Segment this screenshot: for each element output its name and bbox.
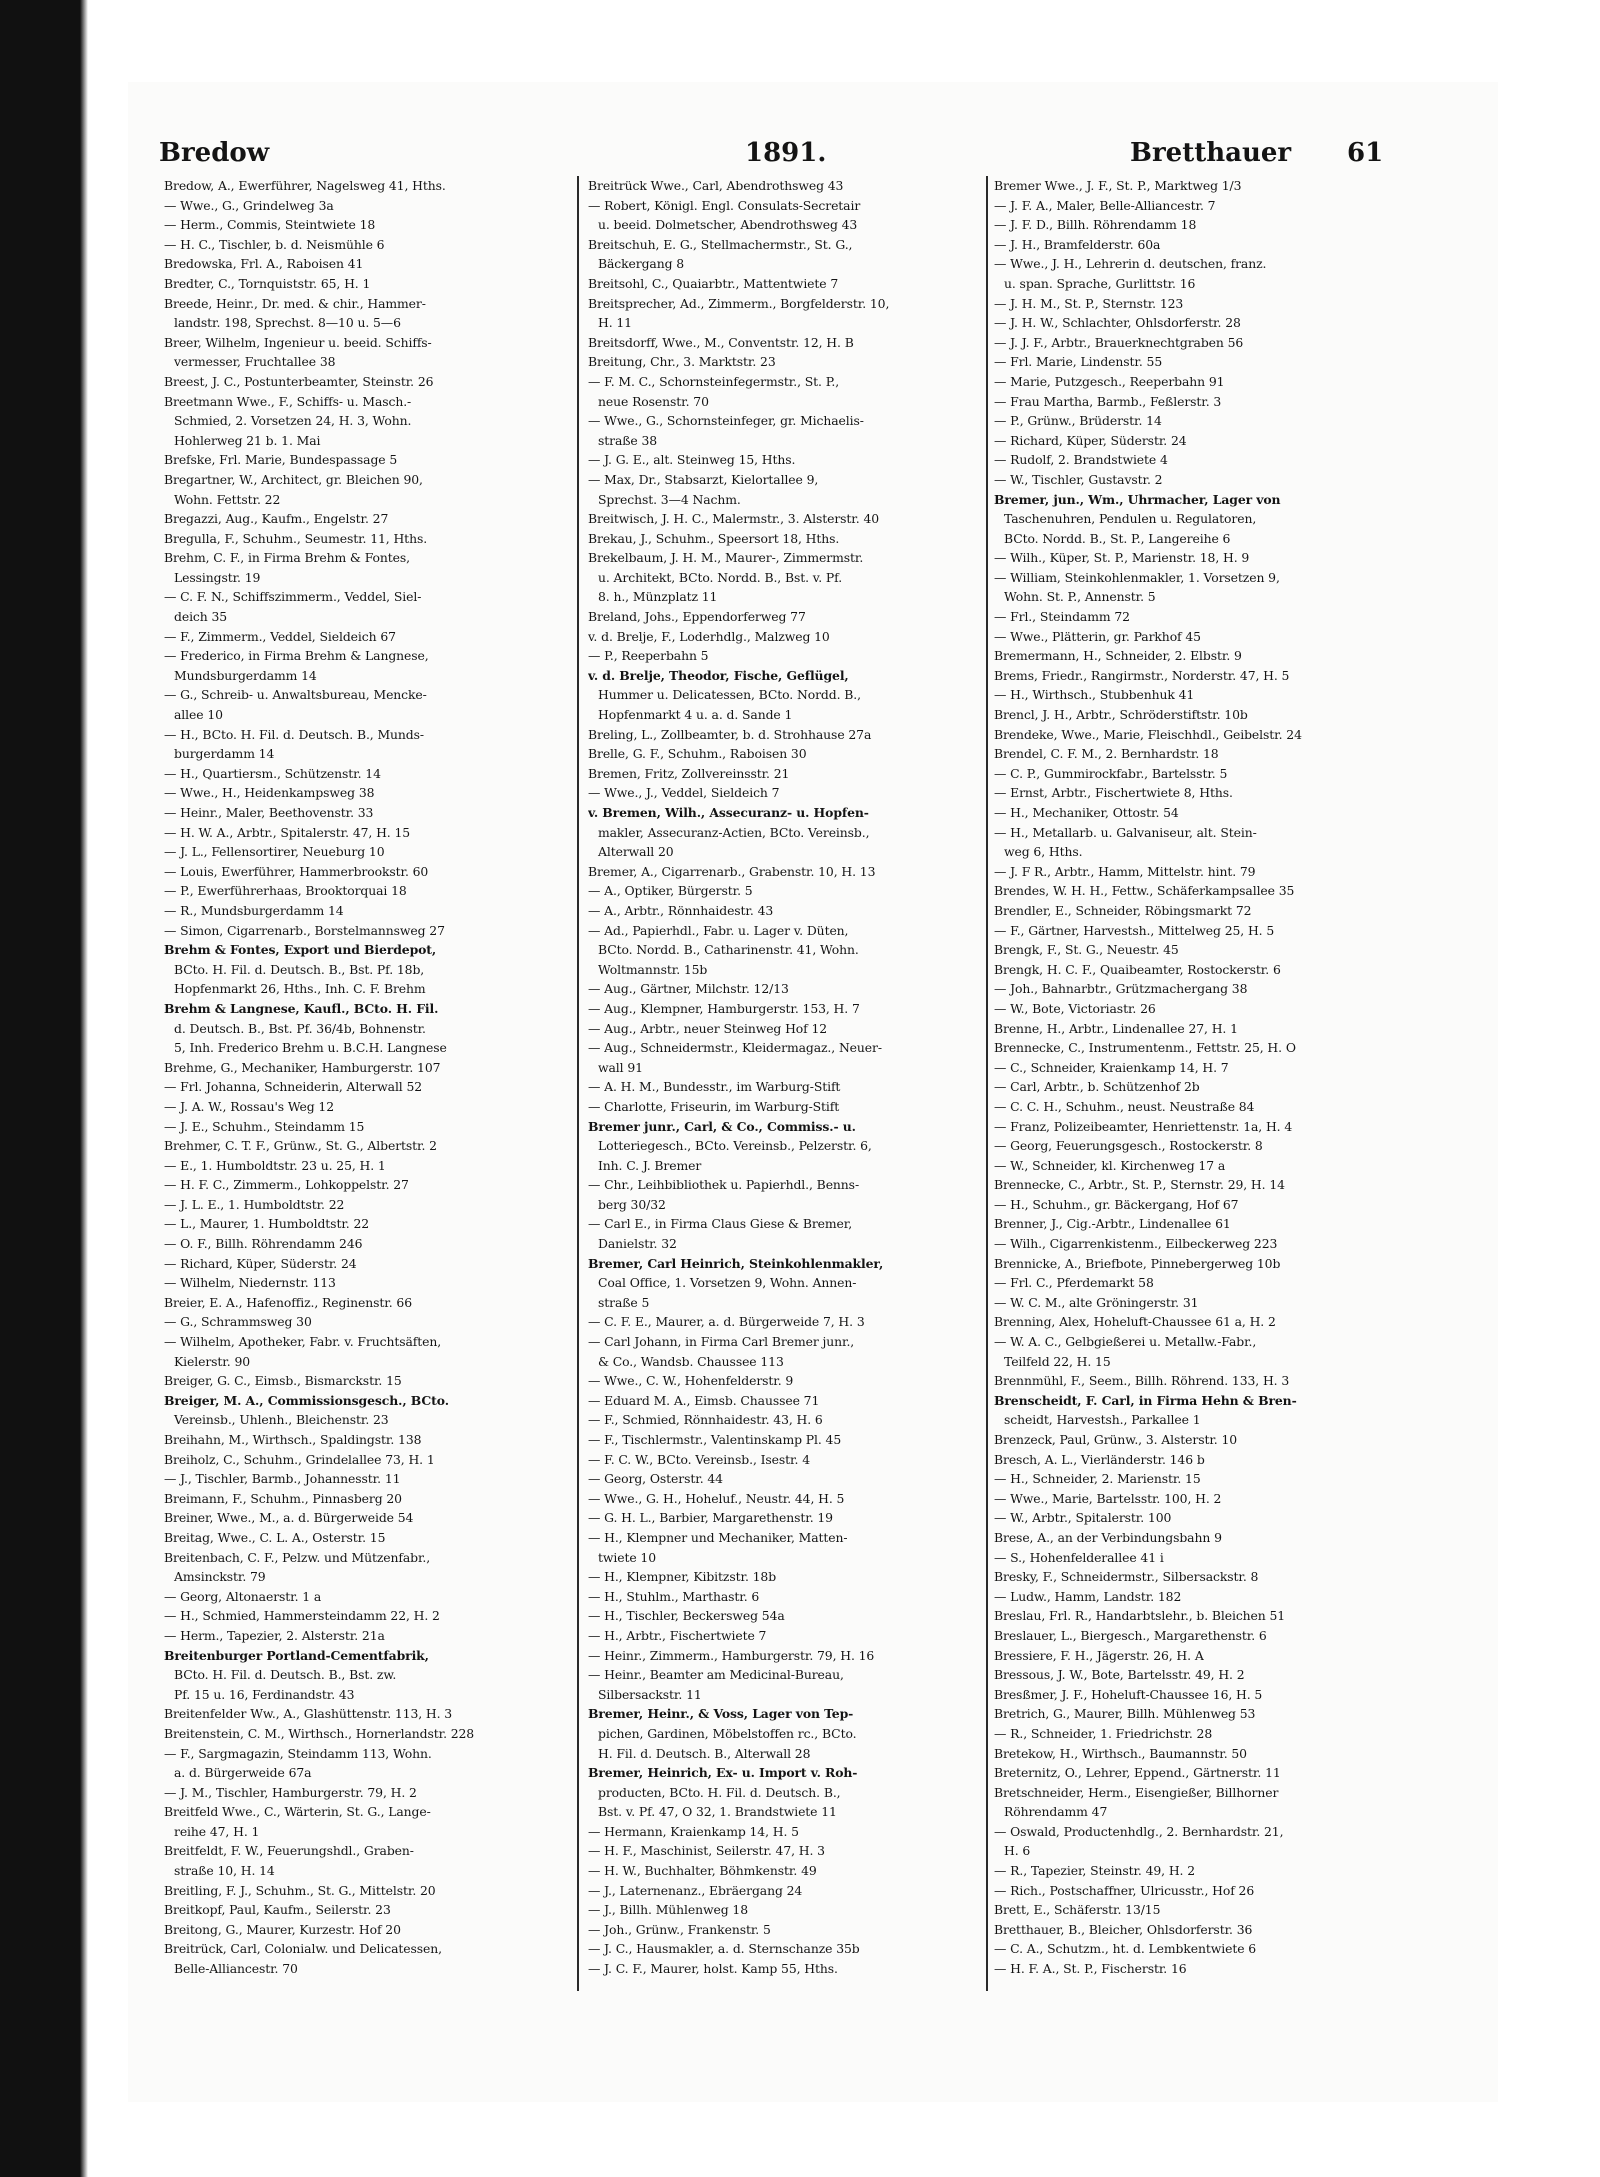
directory-entry: Breitwisch, J. H. C., Malermstr., 3. Alsterstr. 40 <box>588 511 880 527</box>
directory-entry: — F., Gärtner, Harvestsh., Mittelweg 25, H. 5 <box>994 922 1275 938</box>
directory-entry: — J., Tischler, Barmb., Johannesstr. 11 <box>164 1471 401 1487</box>
directory-entry: Breede, Heinr., Dr. med. & chir., Hammer- <box>164 295 426 311</box>
directory-entry: Schmied, 2. Vorsetzen 24, H. 3, Wohn. <box>174 413 412 429</box>
directory-entry: Brehme, G., Mechaniker, Hamburgerstr. 107 <box>164 1059 441 1075</box>
directory-entry: — Eduard M. A., Eimsb. Chaussee 71 <box>588 1392 820 1408</box>
directory-entry: — Frau Martha, Barmb., Feßlerstr. 3 <box>994 393 1222 409</box>
directory-entry: — C. P., Gummirockfabr., Bartelsstr. 5 <box>994 765 1228 781</box>
directory-entry: berg 30/32 <box>598 1196 666 1212</box>
directory-entry: v. Bremen, Wilh., Assecuranz- u. Hopfen- <box>588 805 869 820</box>
directory-entry: — A., Optiker, Bürgerstr. 5 <box>588 883 753 899</box>
directory-entry: Pf. 15 u. 16, Ferdinandstr. 43 <box>174 1686 355 1702</box>
directory-entry: — Aug., Klempner, Hamburgerstr. 153, H. 7 <box>588 1000 860 1016</box>
directory-entry: — J. H. M., St. P., Sternstr. 123 <box>994 295 1184 311</box>
directory-entry: Hohlerweg 21 b. 1. Mai <box>174 432 321 448</box>
directory-entry: Brekelbaum, J. H. M., Maurer-, Zimmermstr. <box>588 550 864 566</box>
directory-entry: 8. h., Münzplatz 11 <box>598 589 718 605</box>
directory-entry: — Wwe., H., Heidenkampsweg 38 <box>164 785 375 801</box>
directory-entry: Bremen, Fritz, Zollvereinsstr. 21 <box>588 765 790 781</box>
directory-entry: — E., 1. Humboldtstr. 23 u. 25, H. 1 <box>164 1157 386 1173</box>
directory-entry: Brenne, H., Arbtr., Lindenallee 27, H. 1 <box>994 1020 1238 1036</box>
directory-entry: — Charlotte, Friseurin, im Warburg-Stift <box>588 1098 840 1114</box>
directory-entry: — W., Bote, Victoriastr. 26 <box>994 1000 1156 1016</box>
directory-entry: — J. G. E., alt. Steinweg 15, Hths. <box>588 452 796 468</box>
directory-entry: — Carl, Arbtr., b. Schützenhof 2b <box>994 1079 1200 1095</box>
directory-entry: Breitsprecher, Ad., Zimmerm., Borgfelderstr. 10, <box>588 295 890 311</box>
directory-entry: BCto. H. Fil. d. Deutsch. B., Bst. zw. <box>174 1667 397 1683</box>
directory-entry: — J. L., Fellensortirer, Neueburg 10 <box>164 844 385 860</box>
directory-entry: Breitkopf, Paul, Kaufm., Seilerstr. 23 <box>164 1902 391 1918</box>
directory-entry: — F., Sargmagazin, Steindamm 113, Wohn. <box>164 1745 432 1761</box>
directory-entry: twiete 10 <box>598 1549 656 1565</box>
directory-entry: Breiger, G. C., Eimsb., Bismarckstr. 15 <box>164 1373 402 1389</box>
directory-entry: — Oswald, Productenhdlg., 2. Bernhardstr. 21, <box>994 1823 1284 1839</box>
directory-entry: Breiner, Wwe., M., a. d. Bürgerweide 54 <box>164 1510 414 1526</box>
directory-entry: — Wwe., G., Grindelweg 3a <box>164 197 334 213</box>
directory-entry: Bregartner, W., Architect, gr. Bleichen 90, <box>164 471 423 487</box>
directory-entry: Bst. v. Pf. 47, O 32, 1. Brandstwiete 11 <box>598 1804 837 1820</box>
directory-entry: Breitsdorff, Wwe., M., Conventstr. 12, H. B <box>588 334 854 350</box>
directory-entry: Sprechst. 3—4 Nachm. <box>598 491 741 507</box>
directory-entry: — Ludw., Hamm, Landstr. 182 <box>994 1588 1182 1604</box>
directory-entry: — R., Mundsburgerdamm 14 <box>164 902 344 918</box>
directory-entry: — H., Arbtr., Fischertwiete 7 <box>588 1627 767 1643</box>
directory-entry: — Heinr., Maler, Beethovenstr. 33 <box>164 805 374 820</box>
directory-entry: — H. F., Maschinist, Seilerstr. 47, H. 3 <box>588 1843 825 1859</box>
directory-entry: Bremer, Heinr., & Voss, Lager von Tep- <box>588 1706 854 1722</box>
directory-entry: Bretschneider, Herm., Eisengießer, Billhorner <box>994 1784 1279 1800</box>
directory-entry: — Wwe., Marie, Bartelsstr. 100, H. 2 <box>994 1490 1222 1506</box>
directory-entry: — J. F. A., Maler, Belle-Alliancestr. 7 <box>994 197 1216 213</box>
directory-entry: — G., Schrammsweg 30 <box>164 1314 312 1330</box>
directory-entry: Breternitz, O., Lehrer, Eppend., Gärtnerstr. 11 <box>994 1765 1281 1781</box>
directory-entry: — H., Klempner und Mechaniker, Matten- <box>588 1529 848 1545</box>
directory-entry: — O. F., Billh. Röhrendamm 246 <box>164 1236 363 1252</box>
directory-entry: d. Deutsch. B., Bst. Pf. 36/4b, Bohnenstr. <box>174 1020 426 1036</box>
directory-entry: — Wwe., J., Veddel, Sieldeich 7 <box>588 785 780 801</box>
directory-entry: — H., BCto. H. Fil. d. Deutsch. B., Munds- <box>164 726 424 742</box>
directory-entry: — Aug., Schneidermstr., Kleidermagaz., Neuer- <box>588 1040 882 1056</box>
directory-entry: Brendeke, Wwe., Marie, Fleischhdl., Geibelstr. 24 <box>994 726 1302 742</box>
directory-entry: Brehmer, C. T. F., Grünw., St. G., Albertstr. 2 <box>164 1138 437 1154</box>
directory-entry: Brems, Friedr., Rangirmstr., Norderstr. 47, H. 5 <box>994 667 1290 683</box>
directory-entry: Bremer junr., Carl, & Co., Commiss.- u. <box>588 1118 856 1134</box>
directory-entry: Kielerstr. 90 <box>174 1353 251 1369</box>
directory-entry: Brenner, J., Cig.-Arbtr., Lindenallee 61 <box>994 1216 1231 1232</box>
directory-entry: — Joh., Bahnarbtr., Grützmachergang 38 <box>994 981 1248 997</box>
directory-entry: Brenzeck, Paul, Grünw., 3. Alsterstr. 10 <box>994 1432 1238 1447</box>
directory-entry: — A. H. M., Bundesstr., im Warburg-Stift <box>588 1079 841 1095</box>
directory-entry: Bretrich, G., Maurer, Billh. Mühlenweg 53 <box>994 1706 1256 1722</box>
column-3 <box>994 176 1390 1991</box>
directory-entry: — Richard, Küper, Süderstr. 24 <box>994 432 1187 448</box>
directory-entry: Breitschuh, E. G., Stellmachermstr., St. G., <box>588 236 853 252</box>
directory-entry: Bretekow, H., Wirthsch., Baumannstr. 50 <box>994 1745 1247 1761</box>
directory-entry: — H. F. C., Zimmerm., Lohkoppelstr. 27 <box>164 1177 409 1193</box>
directory-entry: — Georg, Altonaerstr. 1 a <box>164 1588 322 1604</box>
directory-entry: Breitrück Wwe., Carl, Abendrothsweg 43 <box>588 178 844 193</box>
directory-entry: Brenscheidt, F. Carl, in Firma Hehn & Bren- <box>994 1392 1297 1408</box>
directory-entry: — H., Wirthsch., Stubbenhuk 41 <box>994 687 1195 703</box>
directory-entry: — H., Quartiersm., Schützenstr. 14 <box>164 765 381 781</box>
directory-entry: — C. F. N., Schiffszimmerm., Veddel, Siel- <box>164 589 422 605</box>
directory-entry: — H. W., Buchhalter, Böhmkenstr. 49 <box>588 1863 817 1879</box>
directory-entry: — Richard, Küper, Süderstr. 24 <box>164 1255 357 1271</box>
directory-entry: — H., Metallarb. u. Galvaniseur, alt. Stein- <box>994 824 1257 840</box>
directory-entry: Inh. C. J. Bremer <box>598 1157 702 1173</box>
directory-entry: — F., Schmied, Rönnhaidestr. 43, H. 6 <box>588 1412 823 1428</box>
directory-entry: — Wilhelm, Apotheker, Fabr. v. Fruchtsäften, <box>164 1334 442 1350</box>
directory-entry: — J. C., Hausmakler, a. d. Sternschanze 35b <box>588 1941 860 1957</box>
directory-entry: Alterwall 20 <box>598 844 674 860</box>
directory-entry: a. d. Bürgerweide 67a <box>174 1765 312 1781</box>
directory-entry: — J. M., Tischler, Hamburgerstr. 79, H. 2 <box>164 1784 417 1800</box>
directory-entry: — Frl. C., Pferdemarkt 58 <box>994 1275 1154 1291</box>
directory-entry: — Heinr., Beamter am Medicinal-Bureau, <box>588 1667 844 1683</box>
directory-entry: H. 6 <box>1004 1843 1031 1859</box>
directory-entry: Wohn. St. P., Annenstr. 5 <box>1004 589 1156 605</box>
directory-entry: — Heinr., Zimmerm., Hamburgerstr. 79, H. 16 <box>588 1647 875 1663</box>
directory-entry: — Frederico, in Firma Brehm & Langnese, <box>164 648 429 664</box>
directory-entry: Hummer u. Delicatessen, BCto. Nordd. B., <box>598 687 861 703</box>
directory-entry: — S., Hohenfelderallee 41 i <box>994 1549 1164 1565</box>
directory-entry: Brelle, G. F., Schuhm., Raboisen 30 <box>588 746 807 762</box>
directory-entry: Teilfeld 22, H. 15 <box>1004 1353 1111 1369</box>
directory-entry: Taschenuhren, Pendulen u. Regulatoren, <box>1004 511 1257 527</box>
directory-entry: — C., Schneider, Kraienkamp 14, H. 7 <box>994 1059 1229 1075</box>
directory-entry: pichen, Gardinen, Möbelstoffen rc., BCto. <box>598 1725 857 1741</box>
directory-entry: Brengk, F., St. G., Neuestr. 45 <box>994 942 1179 958</box>
directory-entry: Breitung, Chr., 3. Marktstr. 23 <box>588 354 776 370</box>
directory-entry: Breitag, Wwe., C. L. A., Osterstr. 15 <box>164 1529 386 1545</box>
directory-entry: Breslauer, L., Biergesch., Margarethenstr. 6 <box>994 1627 1267 1643</box>
directory-entry: — J. F R., Arbtr., Hamm, Mittelstr. hint. 79 <box>994 863 1256 879</box>
directory-entry: Breiholz, C., Schuhm., Grindelallee 73, H. 1 <box>164 1451 435 1467</box>
directory-entry: Breling, L., Zollbeamter, b. d. Strohhause 27a <box>588 726 872 742</box>
directory-entry: Breitenbach, C. F., Pelzw. und Mützenfabr., <box>164 1549 431 1565</box>
directory-entry: — R., Tapezier, Steinstr. 49, H. 2 <box>994 1863 1196 1879</box>
directory-entry: landstr. 198, Sprechst. 8—10 u. 5—6 <box>174 315 401 331</box>
directory-entry: Breiger, M. A., Commissionsgesch., BCto. <box>164 1392 449 1408</box>
directory-entry: Breitsohl, C., Quaiarbtr., Mattentwiete 7 <box>588 275 839 291</box>
directory-entry: Bremer Wwe., J. F., St. P., Marktweg 1/3 <box>994 178 1242 193</box>
directory-entry: Mundsburgerdamm 14 <box>174 667 317 683</box>
directory-entry: — W., Arbtr., Spitalerstr. 100 <box>994 1510 1172 1526</box>
directory-entry: — J. A. W., Rossau's Weg 12 <box>164 1098 334 1114</box>
directory-entry: H. Fil. d. Deutsch. B., Alterwall 28 <box>598 1745 811 1761</box>
directory-entry: Bremer, Carl Heinrich, Steinkohlenmakler, <box>588 1255 884 1271</box>
directory-entry: u. Architekt, BCto. Nordd. B., Bst. v. Pf. <box>598 569 843 585</box>
directory-entry: — Frl. Marie, Lindenstr. 55 <box>994 354 1163 370</box>
directory-entry: — G., Schreib- u. Anwaltsbureau, Mencke- <box>164 687 427 703</box>
directory-entry: wall 91 <box>598 1059 643 1075</box>
directory-entry: — H., Schuhm., gr. Bäckergang, Hof 67 <box>994 1196 1239 1212</box>
directory-entry: — Wwe., J. H., Lehrerin d. deutschen, franz. <box>994 256 1267 272</box>
directory-entry: — J. C. F., Maurer, holst. Kamp 55, Hths. <box>588 1961 838 1977</box>
directory-entry: Bremermann, H., Schneider, 2. Elbstr. 9 <box>994 648 1242 664</box>
directory-entry: — Max, Dr., Stabsarzt, Kielortallee 9, <box>588 471 819 487</box>
directory-entry: Brencl, J. H., Arbtr., Schröderstiftstr. 10b <box>994 707 1248 723</box>
directory-entry: Breitling, F. J., Schuhm., St. G., Mittelstr. 20 <box>164 1882 436 1898</box>
directory-entry: BCto. H. Fil. d. Deutsch. B., Bst. Pf. 18b, <box>174 961 425 977</box>
directory-entry: Hopfenmarkt 26, Hths., Inh. C. F. Brehm <box>174 981 426 997</box>
directory-entry: Bäckergang 8 <box>598 256 685 272</box>
directory-entry: — P., Reeperbahn 5 <box>588 648 709 664</box>
directory-entry: Brennecke, C., Arbtr., St. P., Sternstr. 29, H. 14 <box>994 1177 1285 1193</box>
directory-entry: — W. C. M., alte Gröningerstr. 31 <box>994 1294 1199 1310</box>
directory-entry: — Aug., Arbtr., neuer Steinweg Hof 12 <box>588 1020 828 1036</box>
directory-entry: — Aug., Gärtner, Milchstr. 12/13 <box>588 981 789 997</box>
directory-entry: Breest, J. C., Postunterbeamter, Steinstr. 26 <box>164 373 434 389</box>
directory-entry: — F. C. W., BCto. Vereinsb., Isestr. 4 <box>588 1451 810 1467</box>
directory-entry: — Franz, Polizeibeamter, Henriettenstr. 1a, H. 4 <box>994 1118 1293 1134</box>
directory-entry: Breier, E. A., Hafenoffiz., Reginenstr. 66 <box>164 1294 413 1310</box>
directory-entry: Breitfeldt, F. W., Feuerungshdl., Graben- <box>164 1843 414 1859</box>
column-2 <box>588 176 984 1991</box>
directory-entry: — Hermann, Kraienkamp 14, H. 5 <box>588 1823 799 1839</box>
directory-entry: — H., Tischler, Beckersweg 54a <box>588 1608 785 1624</box>
directory-entry: — C. F. E., Maurer, a. d. Bürgerweide 7, H. 3 <box>588 1314 865 1330</box>
directory-entry: Röhrendamm 47 <box>1004 1804 1108 1820</box>
directory-entry: Coal Office, 1. Vorsetzen 9, Wohn. Annen- <box>598 1275 857 1291</box>
directory-entry: makler, Assecuranz-Actien, BCto. Vereinsb., <box>598 824 870 840</box>
directory-entry: — F., Zimmerm., Veddel, Sieldeich 67 <box>164 628 396 644</box>
directory-entry: — H., Schneider, 2. Marienstr. 15 <box>994 1471 1201 1487</box>
directory-entry: Wohn. Fettstr. 22 <box>174 491 281 507</box>
directory-entry: Breitenburger Portland-Cementfabrik, <box>164 1647 429 1663</box>
directory-entry: Brennmühl, F., Seem., Billh. Röhrend. 133, H. 3 <box>994 1373 1290 1389</box>
directory-entry: scheidt, Harvestsh., Parkallee 1 <box>1004 1412 1201 1428</box>
directory-entry: Bretthauer, B., Bleicher, Ohlsdorferstr. 36 <box>994 1921 1253 1937</box>
directory-entry: Brenning, Alex, Hoheluft-Chaussee 61 a, H. 2 <box>994 1314 1276 1330</box>
directory-entry: BCto. Nordd. B., Catharinenstr. 41, Wohn. <box>598 942 859 958</box>
directory-entry: — Frl., Steindamm 72 <box>994 609 1130 625</box>
directory-entry: Brehm, C. F., in Firma Brehm & Fontes, <box>164 550 410 566</box>
directory-entry: — H., Schmied, Hammersteindamm 22, H. 2 <box>164 1608 440 1624</box>
directory-entry: — J. F. D., Billh. Röhrendamm 18 <box>994 217 1197 233</box>
directory-entry: — Wilhelm, Niedernstr. 113 <box>164 1275 336 1291</box>
directory-entry: Breitrück, Carl, Colonialw. und Delicatessen, <box>164 1941 442 1957</box>
directory-entry: Breitenfelder Ww., A., Glashüttenstr. 113, H. 3 <box>164 1706 453 1722</box>
directory-entry: Brehm & Fontes, Export und Bierdepot, <box>164 942 437 958</box>
directory-entry: — H. C., Tischler, b. d. Neismühle 6 <box>164 236 385 252</box>
directory-entry: Hopfenmarkt 4 u. a. d. Sande 1 <box>598 707 793 723</box>
directory-entry: Amsinckstr. 79 <box>174 1569 266 1585</box>
directory-columns <box>164 176 1378 1991</box>
directory-entry: Silbersackstr. 11 <box>598 1686 702 1702</box>
directory-entry: Brendel, C. F. M., 2. Bernhardstr. 18 <box>994 746 1219 762</box>
directory-entry: — W., Schneider, kl. Kirchenweg 17 a <box>994 1157 1226 1173</box>
directory-entry: Danielstr. 32 <box>598 1236 677 1252</box>
directory-entry: Bressous, J. W., Bote, Bartelsstr. 49, H. 2 <box>994 1667 1245 1683</box>
directory-entry: — P., Ewerführerhaas, Brooktorquai 18 <box>164 883 407 899</box>
directory-entry: u. beeid. Dolmetscher, Abendrothsweg 43 <box>598 217 858 233</box>
directory-entry: & Co., Wandsb. Chaussee 113 <box>598 1353 784 1369</box>
directory-entry: — Rich., Postschaffner, Ulricusstr., Hof 26 <box>994 1882 1255 1898</box>
directory-entry: Bresch, A. L., Vierländerstr. 146 b <box>994 1451 1205 1467</box>
directory-entry: Bresßmer, J. F., Hoheluft-Chaussee 16, H. 5 <box>994 1686 1263 1702</box>
directory-entry: Brekau, J., Schuhm., Speersort 18, Hths. <box>588 530 840 546</box>
directory-entry: — William, Steinkohlenmakler, 1. Vorsetzen 9, <box>994 569 1280 585</box>
directory-entry: v. d. Brelje, Theodor, Fische, Geflügel, <box>588 667 849 683</box>
directory-entry: Belle-Alliancestr. 70 <box>174 1961 298 1977</box>
directory-entry: — Herm., Commis, Steintwiete 18 <box>164 217 376 233</box>
directory-entry: Breimann, F., Schuhm., Pinnasberg 20 <box>164 1490 402 1506</box>
directory-entry: — Frl. Johanna, Schneiderin, Alterwall 52 <box>164 1079 423 1095</box>
directory-entry: — W. A. C., Gelbgießerei u. Metallw.-Fabr., <box>994 1334 1257 1350</box>
directory-entry: — Carl Johann, in Firma Carl Bremer junr., <box>588 1334 855 1350</box>
directory-entry: — Wilh., Küper, St. P., Marienstr. 18, H. 9 <box>994 550 1250 566</box>
directory-entry: — J., Laternenanz., Ebräergang 24 <box>588 1882 803 1898</box>
scan-dark-edge <box>0 0 88 2177</box>
directory-entry: — J. H., Bramfelderstr. 60a <box>994 236 1161 252</box>
directory-entry: Brefske, Frl. Marie, Bundespassage 5 <box>164 452 398 468</box>
directory-entry: — Wwe., G. H., Hoheluf., Neustr. 44, H. 5 <box>588 1490 845 1506</box>
directory-entry: — Rudolf, 2. Brandstwiete 4 <box>994 452 1168 468</box>
directory-entry: — H., Klempner, Kibitzstr. 18b <box>588 1569 777 1585</box>
directory-entry: — H., Mechaniker, Ottostr. 54 <box>994 805 1179 820</box>
directory-entry: — P., Grünw., Brüderstr. 14 <box>994 413 1162 429</box>
directory-entry: — Ad., Papierhdl., Fabr. u. Lager v. Düten, <box>588 922 849 938</box>
directory-entry: Bremer, jun., Wm., Uhrmacher, Lager von <box>994 491 1281 507</box>
directory-entry: Breer, Wilhelm, Ingenieur u. beeid. Schiffs- <box>164 334 432 350</box>
directory-entry: Woltmannstr. 15b <box>598 961 708 977</box>
directory-entry: Brese, A., an der Verbindungsbahn 9 <box>994 1529 1222 1545</box>
directory-entry: — Georg, Osterstr. 44 <box>588 1471 723 1487</box>
directory-entry: — R., Schneider, 1. Friedrichstr. 28 <box>994 1725 1213 1741</box>
directory-entry: Brehm & Langnese, Kaufl., BCto. H. Fil. <box>164 1000 439 1016</box>
directory-entry: Brett, E., Schäferstr. 13/15 <box>994 1902 1161 1918</box>
directory-entry: — Carl E., in Firma Claus Giese & Bremer, <box>588 1216 853 1232</box>
directory-entry: — Simon, Cigarrenarb., Borstelmannsweg 27 <box>164 922 445 938</box>
directory-entry: — J. J. F., Arbtr., Brauerknechtgraben 56 <box>994 334 1244 350</box>
directory-entry: — Chr., Leihbibliothek u. Papierhdl., Benns- <box>588 1177 860 1193</box>
directory-entry: — H., Stuhlm., Marthastr. 6 <box>588 1588 760 1604</box>
directory-entry: — W., Tischler, Gustavstr. 2 <box>994 471 1163 487</box>
directory-entry: — Robert, Königl. Engl. Consulats-Secretair <box>588 197 861 213</box>
directory-entry: Breihahn, M., Wirthsch., Spaldingstr. 138 <box>164 1432 422 1447</box>
directory-entry: Bremer, A., Cigarrenarb., Grabenstr. 10, H. 13 <box>588 863 876 879</box>
directory-entry: — Wwe., Plätterin, gr. Parkhof 45 <box>994 628 1201 644</box>
directory-entry: allee 10 <box>174 707 223 723</box>
directory-entry: — Georg, Feuerungsgesch., Rostockerstr. 8 <box>994 1138 1263 1154</box>
directory-entry: Breslau, Frl. R., Handarbtslehr., b. Bleichen 51 <box>994 1608 1286 1624</box>
directory-entry: burgerdamm 14 <box>174 746 275 762</box>
directory-entry: Lotteriegesch., BCto. Vereinsb., Pelzerstr. 6, <box>598 1138 872 1154</box>
directory-entry: Vereinsb., Uhlenh., Bleichenstr. 23 <box>174 1412 389 1428</box>
directory-entry: — Wwe., G., Schornsteinfeger, gr. Michaelis- <box>588 413 864 429</box>
directory-entry: — G. H. L., Barbier, Margarethenstr. 19 <box>588 1510 833 1526</box>
directory-entry: Bredter, C., Tornquiststr. 65, H. 1 <box>164 275 371 291</box>
directory-entry: Brennicke, A., Briefbote, Pinnebergerweg 10b <box>994 1255 1281 1271</box>
directory-entry: Lessingstr. 19 <box>174 569 261 585</box>
directory-entry: — J. E., Schuhm., Steindamm 15 <box>164 1118 365 1134</box>
directory-entry: producten, BCto. H. Fil. d. Deutsch. B., <box>598 1784 841 1800</box>
directory-entry: straße 5 <box>598 1294 650 1310</box>
directory-entry: Breland, Johs., Eppendorferweg 77 <box>588 609 806 625</box>
directory-entry: — F. M. C., Schornsteinfegermstr., St. P., <box>588 373 840 389</box>
directory-entry: vermesser, Fruchtallee 38 <box>174 354 336 370</box>
header-first-entry: Bredow <box>159 138 270 168</box>
column-1 <box>164 176 560 1991</box>
directory-entry: Bregulla, F., Schuhm., Seumestr. 11, Hths. <box>164 530 428 546</box>
directory-entry: — Wwe., C. W., Hohenfelderstr. 9 <box>588 1373 794 1389</box>
directory-entry: v. d. Brelje, F., Loderhdlg., Malzweg 10 <box>588 628 830 644</box>
directory-entry: Breetmann Wwe., F., Schiffs- u. Masch.- <box>164 393 412 409</box>
directory-entry: — C. A., Schutzm., ht. d. Lembkentwiete 6 <box>994 1941 1257 1957</box>
directory-entry: — F., Tischlermstr., Valentinskamp Pl. 45 <box>588 1432 842 1447</box>
page-number: 61 <box>1347 138 1384 168</box>
directory-entry: BCto. Nordd. B., St. P., Langereihe 6 <box>1004 530 1231 546</box>
directory-entry: Bresky, F., Schneidermstr., Silbersackstr. 8 <box>994 1569 1259 1585</box>
directory-entry: Bredowska, Frl. A., Raboisen 41 <box>164 256 364 272</box>
directory-entry: — Louis, Ewerführer, Hammerbrookstr. 60 <box>164 863 429 879</box>
directory-entry: H. 11 <box>598 315 632 331</box>
directory-entry: Breitfeld Wwe., C., Wärterin, St. G., Lange- <box>164 1804 431 1820</box>
directory-entry: Brendes, W. H. H., Fettw., Schäferkampsallee 35 <box>994 883 1295 899</box>
directory-entry: — J., Billh. Mühlenweg 18 <box>588 1902 748 1918</box>
directory-entry: — Ernst, Arbtr., Fischertwiete 8, Hths. <box>994 785 1233 801</box>
directory-entry: Bredow, A., Ewerführer, Nagelsweg 41, Hths. <box>164 178 446 193</box>
directory-entry: Bremer, Heinrich, Ex- u. Import v. Roh- <box>588 1765 858 1781</box>
directory-entry: Breitong, G., Maurer, Kurzestr. Hof 20 <box>164 1921 401 1937</box>
directory-entry: — A., Arbtr., Rönnhaidestr. 43 <box>588 902 774 918</box>
directory-entry: — C. C. H., Schuhm., neust. Neustraße 84 <box>994 1098 1255 1114</box>
directory-entry: — J. L. E., 1. Humboldtstr. 22 <box>164 1196 345 1212</box>
directory-entry: — L., Maurer, 1. Humboldtstr. 22 <box>164 1216 370 1232</box>
directory-entry: straße 38 <box>598 432 658 448</box>
directory-entry: weg 6, Hths. <box>1004 844 1083 860</box>
directory-entry: u. span. Sprache, Gurlittstr. 16 <box>1004 275 1196 291</box>
directory-entry: Bregazzi, Aug., Kaufm., Engelstr. 27 <box>164 511 389 527</box>
header-last-entry: Bretthauer <box>1130 138 1292 168</box>
header-year: 1891. <box>745 138 827 168</box>
directory-entry: Breitenstein, C. M., Wirthsch., Hornerlandstr. 228 <box>164 1725 475 1741</box>
directory-entry: Bressiere, F. H., Jägerstr. 26, H. A <box>994 1647 1204 1663</box>
directory-entry: Brengk, H. C. F., Quaibeamter, Rostockerstr. 6 <box>994 961 1281 977</box>
directory-entry: Brennecke, C., Instrumentenm., Fettstr. 25, H. O <box>994 1040 1296 1056</box>
directory-entry: — Joh., Grünw., Frankenstr. 5 <box>588 1921 771 1937</box>
directory-entry: — Marie, Putzgesch., Reeperbahn 91 <box>994 373 1225 389</box>
directory-entry: — H. W. A., Arbtr., Spitalerstr. 47, H. 15 <box>164 824 411 840</box>
directory-entry: reihe 47, H. 1 <box>174 1823 260 1839</box>
directory-entry: deich 35 <box>174 609 228 625</box>
directory-entry: Brendler, E., Schneider, Röbingsmarkt 72 <box>994 902 1252 918</box>
directory-entry: straße 10, H. 14 <box>174 1863 275 1879</box>
directory-entry: — Herm., Tapezier, 2. Alsterstr. 21a <box>164 1627 385 1643</box>
directory-entry: — H. F. A., St. P., Fischerstr. 16 <box>994 1961 1187 1977</box>
directory-entry: — Wilh., Cigarrenkistenm., Eilbeckerweg 223 <box>994 1236 1278 1252</box>
directory-entry: — J. H. W., Schlachter, Ohlsdorferstr. 28 <box>994 315 1241 331</box>
directory-entry: 5, Inh. Frederico Brehm u. B.C.H. Langnese <box>174 1040 447 1056</box>
directory-entry: neue Rosenstr. 70 <box>598 393 709 409</box>
